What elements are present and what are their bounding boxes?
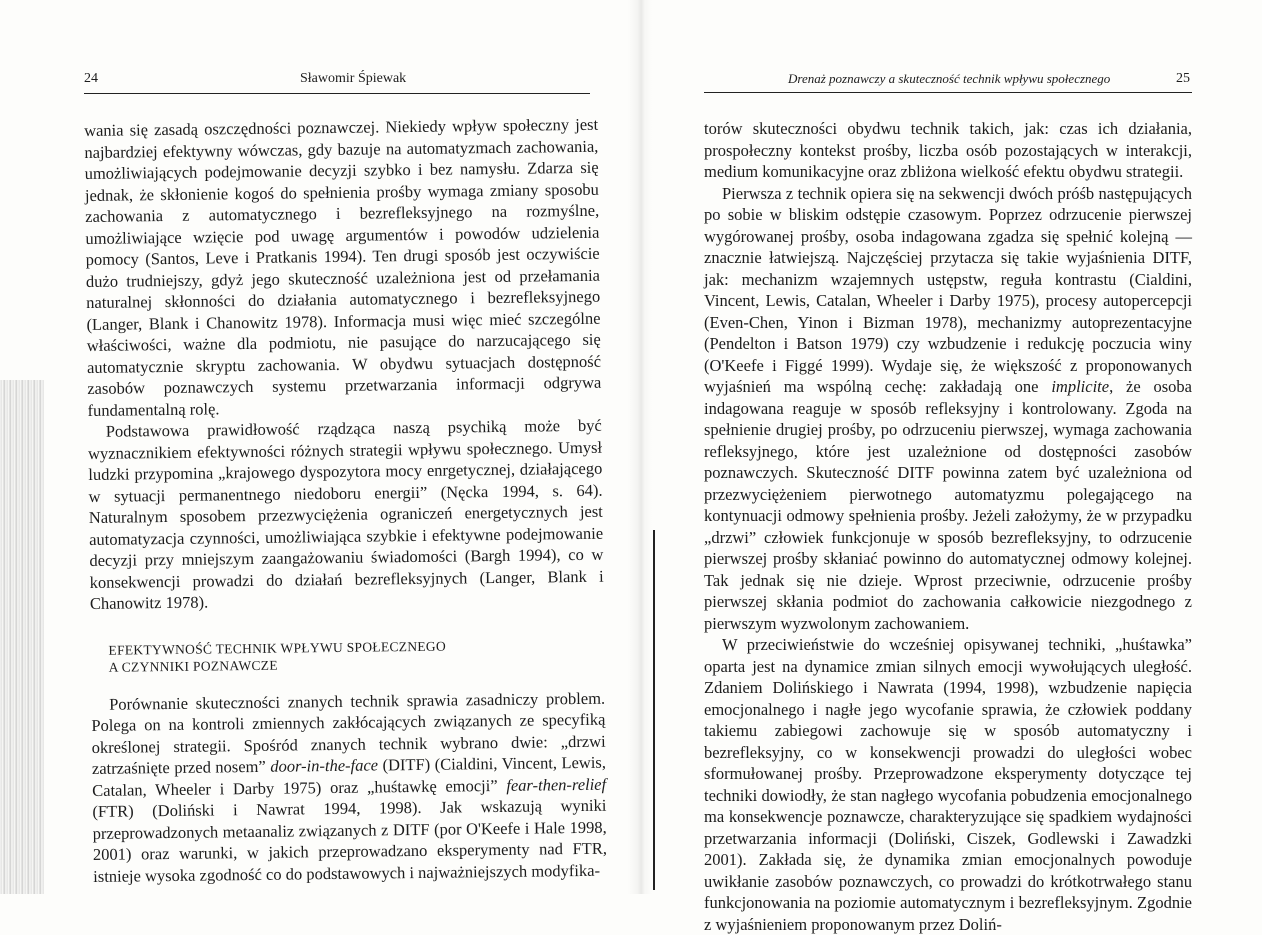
left-body-text [84,114,607,887]
italic-term: fear-then-relief [506,774,607,795]
page-number-left: 24 [84,71,98,86]
paragraph-text: , że osoba indagowana reaguje w sposób refleksyjny i kontrolowany. Zgoda na spełnienie drugiej prośby, po odrzuceniu pierwszej, wymaga zachowania refleksyjnego, które jest uzależnione od dostępności zasobów poznawczych. Skuteczność DITF powinna zatem być uzależniona od przezwyciężeniem pierwotnego automatyzmu polegającego na kontynuacji odmowy spełnienia prośby. Jeżeli założymy, że w przypadku „drzwi” człowiek funkcjonuje w sposób bezrefleksyjny, to odrzucenie pierwszej prośby skłaniać powinno do automatycznej odmowy kolejnej. Tak jednak się nie dzieje. Wprost przeciwnie, odrzucenie prośby pierwszej skłania podmiot do zachowania całkowicie niezgodnego z pierwszym wyzwolonym zachowaniem. [704,377,1193,633]
running-head-right: Drenaż poznawczy a skuteczność technik wpływu społecznego [788,71,1111,86]
paragraph [91,687,607,887]
section-heading-line: EFEKTYWNOŚĆ TECHNIK WPŁYWU SPOŁECZNEGO [108,638,447,658]
italic-term: door-in-the-face [270,755,379,776]
paragraph-text: (DITF) (Cialdini, Vincent, Lewis, Catalan, Wheeler i Darby 1975) oraz „huśtawkę emocji” [92,752,607,800]
page-number-right: 25 [1176,71,1190,86]
paragraph: wania się zasadą oszczędności poznawczej. Niekiedy wpływ społeczny jest najbardziej efektywny wówczas, gdy bazuje na automatyzmach zachowania, umożliwiających podejmowanie decyzji szybko i bez namysłu. Zdarza się jednak, że skłonienie kogoś do spełnienia prośby wymaga zmiany sposobu zachowania z automatycznego i bezrefleksyjnego na rozmyślne, umożliwiające wzięcie pod uwagę argumentów i powodów udzielenia pomocy (Santos, Leve i Pratkanis 1994). Ten drugi sposób jest oczywiście dużo trudniejszy, gdyż jego skuteczność uzależniona jest od przełamania naturalnej skłonności do działania automatycznego i bezrefleksyjnego (Langer, Blank i Chanowitz 1978). Informacja musi więc mieć szczególne właściwości, ważne dla podmiotu, nie pasujące do narzucającego się automatycznie skryptu zachowania. W obydwu sytuacjach dostępność zasobów poznawczych systemu przetwarzania informacji odgrywa fundamentalną rolę. [84,114,602,420]
left-page [0,0,628,894]
paragraph-text: Pierwsza z technik opiera się na sekwencji dwóch próśb następujących po sobie w bliskim odstępie czasowym. Poprzez odrzucenie pierwszej wygórowanej prośby, osoba indagowana zgadza się spełnić kolejną — znacznie łatwiejszą. Najczęściej przytacza się takie wyjaśnienia DITF, jak: mechanizm wzajemnych ustępstw, reguła kontrastu (Cialdini, Vincent, Lewis, Catalan, Wheeler i Darby 1975), procesy autopercepcji (Even-Chen, Yinon i Bizman 1978), mechanizmy autoprezentacyjne (Pendelton i Batson 1979) czy wzbudzenie i redukcję poczucia winy (O'Keefe i Figgé 1999). Wydaje się, że większość z proponowanych wyjaśnień ma wspólną cechę: zakładają one [704,183,1192,396]
paragraph: Podstawowa prawidłowość rządząca naszą psychiką może być wyznacznikiem efektywności różnych strategii wpływu społecznego. Umysł ludzki przypomina „krajowego dyspozytora mocy enrgetycznej, działającego w sytuacji permanentnego niedoboru energii” (Nęcka 1994, s. 64). Naturalnym sposobem przezwyciężenia ograniczeń energetycznych jest automatyzacja czynności, umożliwiająca szybkie i efektywne podejmowanie decyzji przy mniejszym zaangażowaniu świadomości (Bargh 1994), co w konsekwencji prowadzi do działań bezrefleksyjnych (Langer, Blank i Chanowitz 1978). [87,415,604,613]
paragraph: torów skuteczności obydwu technik takich, jak: czas ich działania, prospołeczny kontekst prośby, liczba osób pozostających w interakcji, medium komunikacyjne oraz zbliżona wielkość efektu obydwu strategii. [704,119,1192,181]
italic-term: implicite [1051,377,1110,396]
section-heading-line: A CZYNNIKI POZNAWCZE [108,657,278,675]
paragraph [704,183,1192,635]
paragraph-text: Porównanie skuteczności znanych technik sprawia zasadniczy problem. Polega on na kontroli zmiennych zakłócających związanych ze specyfiką określonej strategii. Spośród znanych technik wybrano dwie: „drzwi zatrzaśnięte przed nosem” [91,688,606,778]
right-page [652,0,1262,934]
paragraph-text: (FTR) (Doliński i Nawrat 1994, 1998). Jak wskazują wyniki przeprowadzonych metaanaliz związanych z DITF (por O'Keefe i Hale 1998, 2001) oraz warunki, w jakich przeprowadzano eksperymenty nad FTR, istnieje wysoka zgodność co do podstawowych i najważniejszych modyfika- [92,795,608,886]
paragraph: W przeciwieństwie do wcześniej opisywanej techniki, „huśtawka” oparta jest na dynamice zmian silnych emocji wywołujących uległość. Zdaniem Dolińskiego i Nawrata (1994, 1998), wzbudzenie napięcia emocjonalnego i nagłe jego wycofanie sprawia, że człowiek poddany takiemu zabiegowi zachowuje się w sposób automatyczny i bezrefleksyjny, co w konsekwencji prowadzi do uległości wobec sformułowanej prośby. Przeprowadzone eksperymenty dotyczące tej techniki dowiodły, że stan nagłego wycofania pobudzenia emocjonalnego ma konsekwencje poznawcze, charakteryzujące się spadkiem wydajności przetwarzania informacji (Doliński, Ciszek, Godlewski i Zawadzki 2001). Zakłada się, że dynamika zmian emocjonalnych powoduje uwikłanie zasobów poznawczych, co prowadzi do krótkotrwałego stanu funkcjonowania na poziomie automatycznym i bezrefleksyjnym. Zgodnie z wyjaśnieniem proponowanym przez Doliń- [704,635,1192,934]
header-rule-right [704,92,1192,93]
section-heading [108,635,604,675]
right-body-text [704,118,1192,935]
header-rule-left [84,93,590,94]
running-head-left: Sławomir Śpiewak [300,71,407,86]
book-gutter [628,0,652,894]
